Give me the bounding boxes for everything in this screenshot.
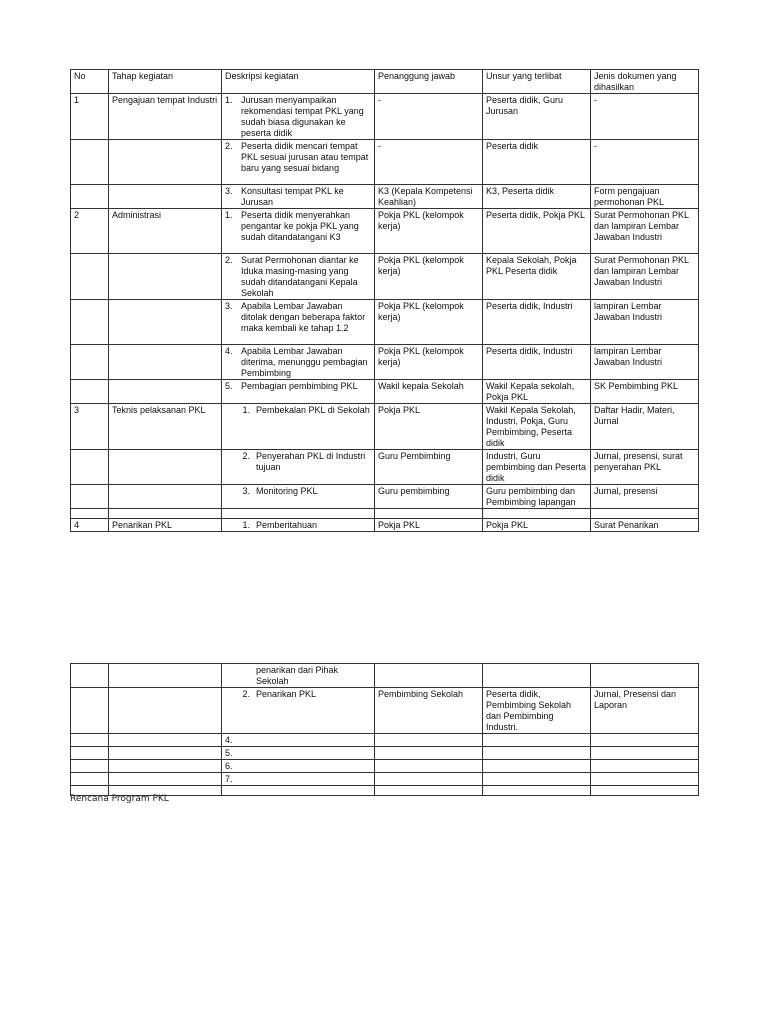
desc-text: Apabila Lembar Jawaban ditolak dengan beberapa faktor maka kembali ke tahap 1.2 xyxy=(241,301,366,333)
row-desc xyxy=(222,485,375,509)
row-unsur: Wakil Kepala Sekolah, Industri, Pokja, Guru Pembimbing, Peserta didik xyxy=(483,404,591,450)
row-no: 2 xyxy=(71,209,109,254)
row-desc xyxy=(222,773,375,786)
desc-number: 6. xyxy=(225,761,233,771)
row-no: 3 xyxy=(71,404,109,450)
desc-number: 4. xyxy=(225,346,233,356)
desc-number: 1. xyxy=(242,405,250,415)
row-unsur: Peserta didik, Pembimbing Sekolah dan Pembimbing Industri. xyxy=(483,688,591,734)
table-row xyxy=(71,380,699,404)
row-desc xyxy=(222,254,375,300)
row-pj: Pokja PKL (kelompok kerja) xyxy=(375,209,483,254)
row-dok: Jurnal, presensi xyxy=(591,485,699,509)
row-unsur: Kepala Sekolah, Pokja PKL Peserta didik xyxy=(483,254,591,300)
desc-text: Pemberitahuan xyxy=(256,520,318,530)
desc-number: 1. xyxy=(225,95,233,105)
row-desc xyxy=(222,519,375,532)
row-pj: - xyxy=(375,140,483,185)
row-no xyxy=(71,185,109,209)
row-dok: Jurnal, presensi, surat penyerahan PKL xyxy=(591,450,699,485)
row-desc xyxy=(222,185,375,209)
desc-number: 2. xyxy=(242,689,250,699)
row-unsur: K3, Peserta didik xyxy=(483,185,591,209)
table-row xyxy=(71,734,699,747)
row-no xyxy=(71,300,109,345)
row-dok: Jurnal, Presensi dan Laporan xyxy=(591,688,699,734)
row-pj: Pokja PKL xyxy=(375,404,483,450)
desc-text: Konsultasi tempat PKL ke Jurusan xyxy=(241,186,344,207)
row-pj: Pokja PKL (kelompok kerja) xyxy=(375,254,483,300)
row-desc xyxy=(222,345,375,380)
row-unsur: Peserta didik xyxy=(483,140,591,185)
row-pj: Pembimbing Sekolah xyxy=(375,688,483,734)
row-desc xyxy=(222,734,375,747)
desc-text: Surat Permohonan diantar ke Iduka masing-masing yang sudah ditandatangani Kepala Sekolah xyxy=(241,255,359,298)
table-caption: Rencana Program PKL xyxy=(70,794,169,804)
desc-text: Pembekalan PKL di Sekolah xyxy=(256,405,370,415)
row-no xyxy=(71,450,109,485)
row-desc xyxy=(222,747,375,760)
desc-number: 2. xyxy=(225,255,233,265)
table-row-empty xyxy=(71,509,699,519)
row-desc xyxy=(222,209,375,254)
desc-text: Monitoring PKL xyxy=(256,486,318,496)
row-no: 1 xyxy=(71,94,109,140)
row-tahap: Administrasi xyxy=(109,209,222,254)
row-pj: Pokja PKL (kelompok kerja) xyxy=(375,300,483,345)
row-desc xyxy=(222,140,375,185)
row-tahap: Pengajuan tempat Industri xyxy=(109,94,222,140)
row-unsur: Pokja PKL xyxy=(483,519,591,532)
desc-number: 3. xyxy=(225,301,233,311)
row-tahap xyxy=(109,300,222,345)
header-no: No xyxy=(71,70,109,94)
desc-number: 4. xyxy=(225,735,233,745)
row-desc xyxy=(222,664,375,688)
program-table-page1 xyxy=(70,69,699,532)
table-row xyxy=(71,140,699,185)
row-tahap xyxy=(109,345,222,380)
desc-text: penarikan dari Pihak Sekolah xyxy=(256,665,339,686)
desc-number: 5. xyxy=(225,748,233,758)
table-row xyxy=(71,485,699,509)
row-dok: lampiran Lembar Jawaban Industri xyxy=(591,300,699,345)
desc-number: 3. xyxy=(225,186,233,196)
desc-text: Penarikan PKL xyxy=(256,689,317,699)
desc-text: Pembagian pembimbing PKL xyxy=(241,381,358,391)
table-row xyxy=(71,209,699,254)
table-row xyxy=(71,773,699,786)
row-dok: SK Pembimbing PKL xyxy=(591,380,699,404)
table-row xyxy=(71,300,699,345)
row-desc xyxy=(222,94,375,140)
desc-number: 5. xyxy=(225,381,233,391)
header-dokumen: Jenis dokumen yang dihasilkan xyxy=(591,70,699,94)
row-tahap xyxy=(109,185,222,209)
row-unsur: Industri, Guru pembimbing dan Peserta didik xyxy=(483,450,591,485)
header-penanggung: Penanggung jawab xyxy=(375,70,483,94)
row-tahap xyxy=(109,485,222,509)
desc-text: Apabila Lembar Jawaban diterima, menunggu pembagian Pembimbing xyxy=(241,346,368,378)
row-no: 4 xyxy=(71,519,109,532)
table-row xyxy=(71,519,699,532)
row-desc xyxy=(222,380,375,404)
row-desc xyxy=(222,300,375,345)
table-row xyxy=(71,664,699,688)
row-unsur: Wakil Kepala sekolah, Pokja PKL xyxy=(483,380,591,404)
row-desc xyxy=(222,688,375,734)
row-dok: lampiran Lembar Jawaban Industri xyxy=(591,345,699,380)
desc-number: 7. xyxy=(225,774,233,784)
table-row xyxy=(71,404,699,450)
row-tahap: Penarikan PKL xyxy=(109,519,222,532)
row-no xyxy=(71,485,109,509)
row-pj: Wakil kepala Sekolah xyxy=(375,380,483,404)
row-tahap xyxy=(109,254,222,300)
row-pj: Pokja PKL (kelompok kerja) xyxy=(375,345,483,380)
row-dok: Surat Permohonan PKL dan lampiran Lembar Jawaban Industri xyxy=(591,209,699,254)
desc-number: 1. xyxy=(242,520,250,530)
row-dok: Daftar Hadir, Materi, Jurnal xyxy=(591,404,699,450)
table-row xyxy=(71,688,699,734)
table-row xyxy=(71,94,699,140)
desc-text: Peserta didik mencari tempat PKL sesuai jurusan atau tempat baru yang sesuai bidang xyxy=(241,141,369,173)
row-pj: Pokja PKL xyxy=(375,519,483,532)
row-dok: - xyxy=(591,94,699,140)
desc-number: 2. xyxy=(242,451,250,461)
row-pj: - xyxy=(375,94,483,140)
desc-text: Penyerahan PKL di Industri tujuan xyxy=(256,451,366,472)
row-dok: Surat Permohonan PKL dan lampiran Lembar Jawaban Industri xyxy=(591,254,699,300)
row-tahap xyxy=(109,140,222,185)
header-tahap: Tahap kegiatan xyxy=(109,70,222,94)
row-no xyxy=(71,140,109,185)
desc-number: 1. xyxy=(225,210,233,220)
row-dok: Form pengajuan permohonan PKL xyxy=(591,185,699,209)
row-no xyxy=(71,380,109,404)
table-row xyxy=(71,254,699,300)
row-unsur: Peserta didik, Pokja PKL xyxy=(483,209,591,254)
row-tahap: Teknis pelaksanan PKL xyxy=(109,404,222,450)
row-tahap xyxy=(109,380,222,404)
table-row xyxy=(71,345,699,380)
program-table-page2 xyxy=(70,663,699,796)
desc-text: Jurusan menyampaikan rekomendasi tempat PKL yang sudah biasa digunakan ke peserta didik xyxy=(241,95,364,138)
table-row xyxy=(71,760,699,773)
table-row xyxy=(71,450,699,485)
row-tahap xyxy=(109,450,222,485)
row-dok: Surat Penarikan xyxy=(591,519,699,532)
row-pj: Guru pembimbing xyxy=(375,485,483,509)
row-no xyxy=(71,345,109,380)
table-row xyxy=(71,185,699,209)
row-desc xyxy=(222,760,375,773)
desc-number: 3. xyxy=(242,486,250,496)
row-no xyxy=(71,254,109,300)
header-deskripsi: Deskripsi kegiatan xyxy=(222,70,375,94)
row-pj: K3 (Kepala Kompetensi Keahlian) xyxy=(375,185,483,209)
row-unsur: Guru pembimbing dan Pembimbing lapangan xyxy=(483,485,591,509)
row-unsur: Peserta didik, Guru Jurusan xyxy=(483,94,591,140)
row-desc xyxy=(222,450,375,485)
row-unsur: Peserta didik, Industri xyxy=(483,345,591,380)
table-header-row xyxy=(71,70,699,94)
header-unsur: Unsur yang terlibat xyxy=(483,70,591,94)
row-pj: Guru Pembimbing xyxy=(375,450,483,485)
desc-text: Peserta didik menyerahkan pengantar ke pokja PKL yang sudah ditandatangani K3 xyxy=(241,210,359,242)
row-unsur: Peserta didik, Industri xyxy=(483,300,591,345)
desc-number: 2. xyxy=(225,141,233,151)
row-dok: - xyxy=(591,140,699,185)
row-desc xyxy=(222,404,375,450)
table-row xyxy=(71,747,699,760)
